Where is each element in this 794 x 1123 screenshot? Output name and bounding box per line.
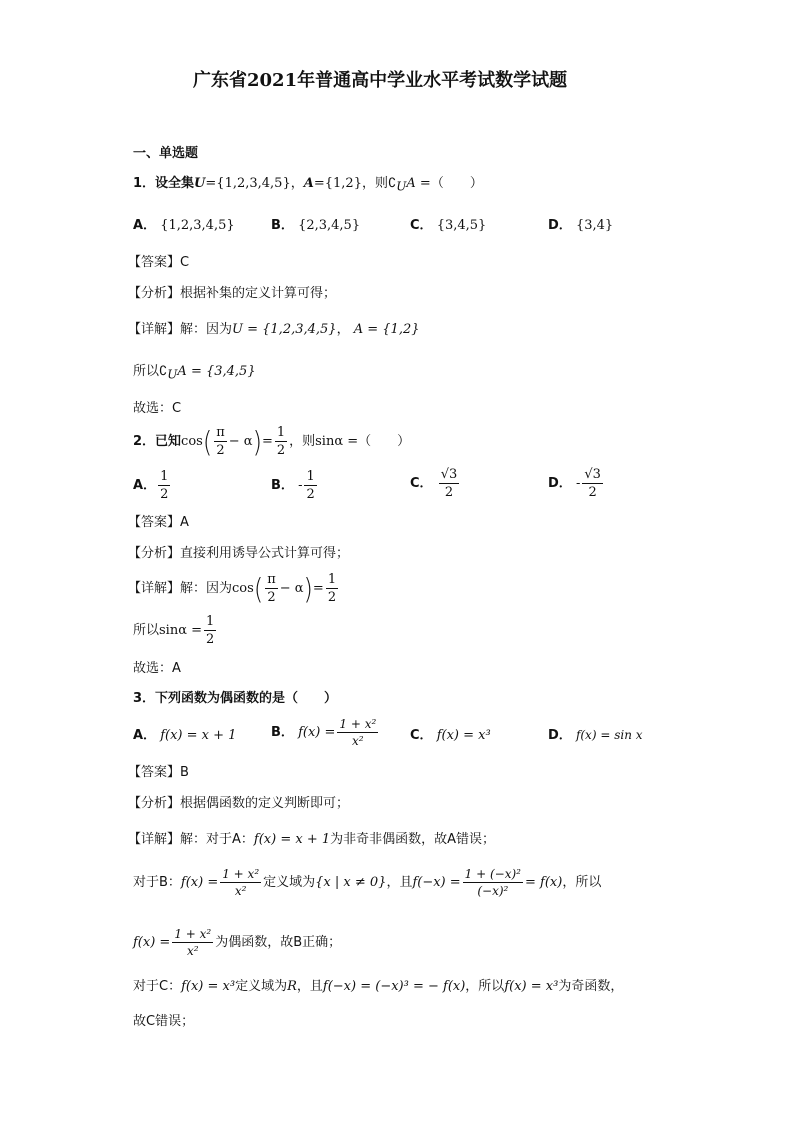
q2-option-a bbox=[133, 470, 172, 501]
q2-half-frac bbox=[275, 426, 287, 457]
q2-so-text: 所以 bbox=[133, 623, 160, 638]
q2-detail-cos: cos bbox=[232, 581, 254, 596]
q1-detail bbox=[128, 323, 420, 336]
q2-option-c-den: 2 bbox=[444, 485, 454, 500]
q1-option-c bbox=[410, 219, 486, 232]
q2-answer bbox=[128, 516, 189, 529]
q2-option-a-label: A． bbox=[133, 478, 157, 493]
page-title: 广东省2021年普通高中学业水平考试数学试题 bbox=[193, 70, 568, 91]
q1-detail-A: A = {1,2} bbox=[353, 322, 420, 337]
q1-option-d-value: {3,4} bbox=[575, 218, 614, 233]
q2-so-frac bbox=[204, 615, 216, 646]
q1-option-d-label: D． bbox=[548, 218, 572, 233]
q3-c-pre: 对于C： bbox=[133, 979, 182, 994]
q3-b-lhs: f(x) = bbox=[180, 875, 219, 890]
q2-detail-minus-alpha: − α bbox=[279, 581, 304, 596]
q3-option-b-num: 1 + x² bbox=[339, 717, 377, 731]
q3-b-num: 1 + x² bbox=[222, 867, 260, 881]
q2-detail-rparen: ) bbox=[303, 571, 313, 606]
q1-so bbox=[133, 365, 256, 381]
q3-b2-num: 1 + x² bbox=[174, 927, 212, 941]
q1-U-set: {1,2,3,4,5} bbox=[216, 176, 291, 191]
q2-answer-value: A bbox=[180, 515, 189, 530]
q1-analysis-text: 根据补集的定义计算可得； bbox=[180, 286, 337, 301]
q2-option-b-sign: - bbox=[298, 478, 303, 493]
q2-answer-tag: 【答案】 bbox=[128, 515, 181, 530]
q1-option-a-value: {1,2,3,4,5} bbox=[160, 218, 235, 233]
q3-c-post: 为奇函数， bbox=[558, 979, 624, 994]
q3-option-a bbox=[133, 729, 236, 742]
q3-analysis bbox=[128, 797, 349, 810]
q2-analysis-tag: 【分析】 bbox=[128, 546, 181, 561]
q1-stem-pre: 1．设全集 bbox=[133, 176, 195, 191]
q3-option-d bbox=[548, 729, 643, 742]
q1-stem bbox=[133, 177, 483, 193]
q1-so-sub: U bbox=[167, 367, 178, 382]
q3-option-c-value: f(x) = x³ bbox=[436, 728, 491, 743]
q2-detail-pi-num: π bbox=[267, 572, 276, 587]
q1-then: ，则 bbox=[361, 176, 388, 191]
q2-option-d-den: 2 bbox=[588, 485, 597, 500]
q2-detail bbox=[128, 573, 340, 604]
q2-minus-alpha: − α bbox=[228, 434, 253, 449]
q1-A-set: {1,2} bbox=[324, 176, 362, 191]
q2-detail-eq: = bbox=[312, 581, 324, 596]
q2-detail-lparen: ( bbox=[253, 571, 264, 606]
q3-b-line bbox=[133, 868, 601, 897]
q3-b-domain: {x | x ≠ 0} bbox=[315, 875, 387, 890]
q3-c-so: ，所以 bbox=[465, 979, 505, 994]
q2-detail-half-den: 2 bbox=[327, 590, 337, 605]
q3-c-domain-text: 定义域为 bbox=[235, 979, 288, 994]
q1-so-comp: ∁ bbox=[159, 364, 168, 379]
q3-b-fneg: f(−x) = bbox=[412, 875, 461, 890]
q2-so-sin: sinα = bbox=[159, 623, 203, 638]
q1-answer bbox=[128, 256, 189, 269]
q1-option-b-label: B． bbox=[271, 218, 294, 233]
q2-option-d-num: √3 bbox=[584, 467, 601, 482]
q2-analysis-text: 直接利用诱导公式计算可得； bbox=[180, 546, 350, 561]
q2-analysis bbox=[128, 547, 349, 560]
q2-option-b-den: 2 bbox=[306, 487, 315, 502]
q3-c-line bbox=[133, 980, 623, 993]
q2-sin: sinα = bbox=[315, 434, 359, 449]
q3-b-frac2 bbox=[463, 868, 523, 897]
q3-b2-line bbox=[133, 928, 341, 957]
q2-option-c-num: √3 bbox=[440, 467, 458, 482]
q3-analysis-text: 根据偶函数的定义判断即可； bbox=[180, 796, 350, 811]
q3-option-b bbox=[271, 718, 380, 747]
q2-option-c bbox=[410, 468, 461, 499]
q2-lparen: ( bbox=[202, 424, 213, 459]
q3-option-a-value: f(x) = x + 1 bbox=[160, 728, 237, 743]
q1-answer-tag: 【答案】 bbox=[128, 255, 181, 270]
q3-detail bbox=[128, 833, 495, 846]
q3-detail-tag: 【详解】 bbox=[128, 832, 181, 847]
q1-paren: （ ） bbox=[430, 176, 483, 191]
q2-paren: （ ） bbox=[358, 434, 411, 449]
q2-half-den: 2 bbox=[276, 443, 286, 458]
q2-option-b-num: 1 bbox=[306, 469, 315, 484]
q1-comma: ， bbox=[290, 176, 304, 191]
q3-answer bbox=[128, 766, 189, 779]
q2-option-b-label: B． bbox=[271, 478, 294, 493]
q2-so-num: 1 bbox=[206, 614, 215, 629]
q3-c-chain: f(−x) = (−x)³ = − f(x) bbox=[322, 979, 466, 994]
q2-eq: = bbox=[261, 434, 273, 449]
q3-option-d-value: f(x) = sin x bbox=[575, 728, 643, 742]
q2-option-a-frac bbox=[158, 470, 170, 501]
q3-b-so: ，所以 bbox=[562, 875, 602, 890]
q2-then: ，则 bbox=[289, 434, 316, 449]
q2-so-den: 2 bbox=[206, 632, 215, 647]
q3-b-and: ，且 bbox=[386, 875, 413, 890]
q2-stem-pre: 2．已知 bbox=[133, 434, 182, 449]
q1-analysis bbox=[128, 287, 336, 300]
q1-choose: 故选：C bbox=[133, 401, 182, 416]
q2-detail-pi-frac bbox=[265, 573, 278, 604]
q3-b-domain-text: 定义域为 bbox=[263, 875, 316, 890]
q1-option-c-label: C． bbox=[410, 218, 433, 233]
q2-half-num: 1 bbox=[276, 425, 286, 440]
q1-option-a-label: A． bbox=[133, 218, 157, 233]
q3-detail-post: 为非奇非偶函数，故A错误； bbox=[330, 832, 496, 847]
q3-c-expr2: f(x) = x³ bbox=[504, 979, 559, 994]
q2-option-d bbox=[548, 468, 605, 499]
q3-c-R: R bbox=[287, 979, 297, 994]
q3-b2-lhs: f(x) = bbox=[133, 935, 171, 950]
q3-answer-tag: 【答案】 bbox=[128, 765, 181, 780]
q1-detail-tag: 【详解】 bbox=[128, 322, 181, 337]
q3-b2-den: x² bbox=[186, 944, 199, 958]
q1-option-b bbox=[271, 219, 360, 232]
q3-b-eq-fx: = f(x) bbox=[525, 875, 563, 890]
q2-choose: 故选：A bbox=[133, 661, 181, 676]
q1-eq2: = bbox=[313, 176, 325, 191]
q2-option-d-label: D． bbox=[548, 476, 572, 491]
q2-pi-den: 2 bbox=[216, 443, 225, 458]
q3-c-expr: f(x) = x³ bbox=[181, 979, 236, 994]
q2-detail-pi-den: 2 bbox=[267, 590, 276, 605]
q1-answer-value: C bbox=[180, 255, 190, 270]
q1-detail-pre: 解：因为 bbox=[180, 322, 233, 337]
q2-option-d-frac bbox=[582, 468, 603, 499]
q2-stem bbox=[133, 426, 410, 457]
q3-b-den: x² bbox=[234, 884, 247, 898]
q2-detail-half-frac bbox=[326, 573, 338, 604]
q2-pi-num: π bbox=[216, 425, 225, 440]
q1-comp-A: A = bbox=[406, 176, 431, 191]
q1-U: U bbox=[194, 176, 206, 191]
q1-A: A bbox=[303, 176, 314, 191]
q2-option-a-den: 2 bbox=[160, 487, 169, 502]
q3-b2-frac bbox=[172, 928, 213, 957]
q1-so-text: 所以 bbox=[133, 364, 160, 379]
q2-option-c-frac bbox=[439, 468, 460, 499]
q3-analysis-tag: 【分析】 bbox=[128, 796, 181, 811]
q1-option-a bbox=[133, 219, 235, 232]
q2-option-d-sign: - bbox=[575, 476, 581, 491]
section-heading: 一、单选题 bbox=[133, 146, 199, 161]
q3-b-pre: 对于B： bbox=[133, 875, 181, 890]
q2-option-b bbox=[271, 470, 319, 501]
q3-option-c bbox=[410, 729, 491, 742]
q2-option-c-label: C． bbox=[410, 476, 433, 491]
q3-option-b-label: B． bbox=[271, 725, 294, 740]
q2-pi-frac bbox=[214, 426, 227, 457]
q3-option-b-den: x² bbox=[352, 734, 364, 748]
q3-c-wrong: 故C错误； bbox=[133, 1014, 195, 1029]
q2-option-b-frac bbox=[304, 470, 316, 501]
q2-rparen: ) bbox=[252, 424, 262, 459]
q2-detail-pre: 解：因为 bbox=[180, 581, 233, 596]
q3-detail-pre: 解：对于A： bbox=[180, 832, 254, 847]
q1-comp: ∁ bbox=[387, 176, 397, 191]
q2-detail-half-num: 1 bbox=[327, 572, 337, 587]
q3-b-frac bbox=[220, 868, 261, 897]
q1-option-b-value: {2,3,4,5} bbox=[298, 218, 361, 233]
q2-option-a-num: 1 bbox=[160, 469, 169, 484]
q1-option-c-value: {3,4,5} bbox=[436, 218, 487, 233]
q1-option-d bbox=[548, 219, 613, 232]
q3-option-a-label: A． bbox=[133, 728, 157, 743]
q2-detail-tag: 【详解】 bbox=[128, 581, 181, 596]
q2-cos: cos bbox=[181, 434, 203, 449]
q3-answer-value: B bbox=[180, 765, 189, 780]
q3-option-d-label: D． bbox=[548, 728, 572, 743]
q3-option-b-lhs: f(x) = bbox=[298, 725, 336, 740]
q3-b2-post: 为偶函数，故B正确； bbox=[215, 935, 342, 950]
q1-analysis-tag: 【分析】 bbox=[128, 286, 181, 301]
q3-stem: 3．下列函数为偶函数的是（ ） bbox=[133, 691, 338, 706]
q1-detail-sep: ， bbox=[336, 322, 350, 337]
q1-so-expr: A = {3,4,5} bbox=[177, 364, 256, 379]
q1-detail-U: U = {1,2,3,4,5} bbox=[232, 322, 337, 337]
q3-b-num2: 1 + (−x)² bbox=[464, 867, 521, 881]
q3-detail-expr: f(x) = x + 1 bbox=[253, 832, 331, 847]
q1-eq: = bbox=[205, 176, 217, 191]
q2-so bbox=[133, 615, 218, 646]
q3-b-den2: (−x)² bbox=[477, 884, 509, 898]
q3-option-b-frac bbox=[337, 718, 378, 747]
q3-c-and: ，且 bbox=[296, 979, 323, 994]
q3-option-c-label: C． bbox=[410, 728, 433, 743]
q1-comp-sub: U bbox=[396, 179, 407, 194]
